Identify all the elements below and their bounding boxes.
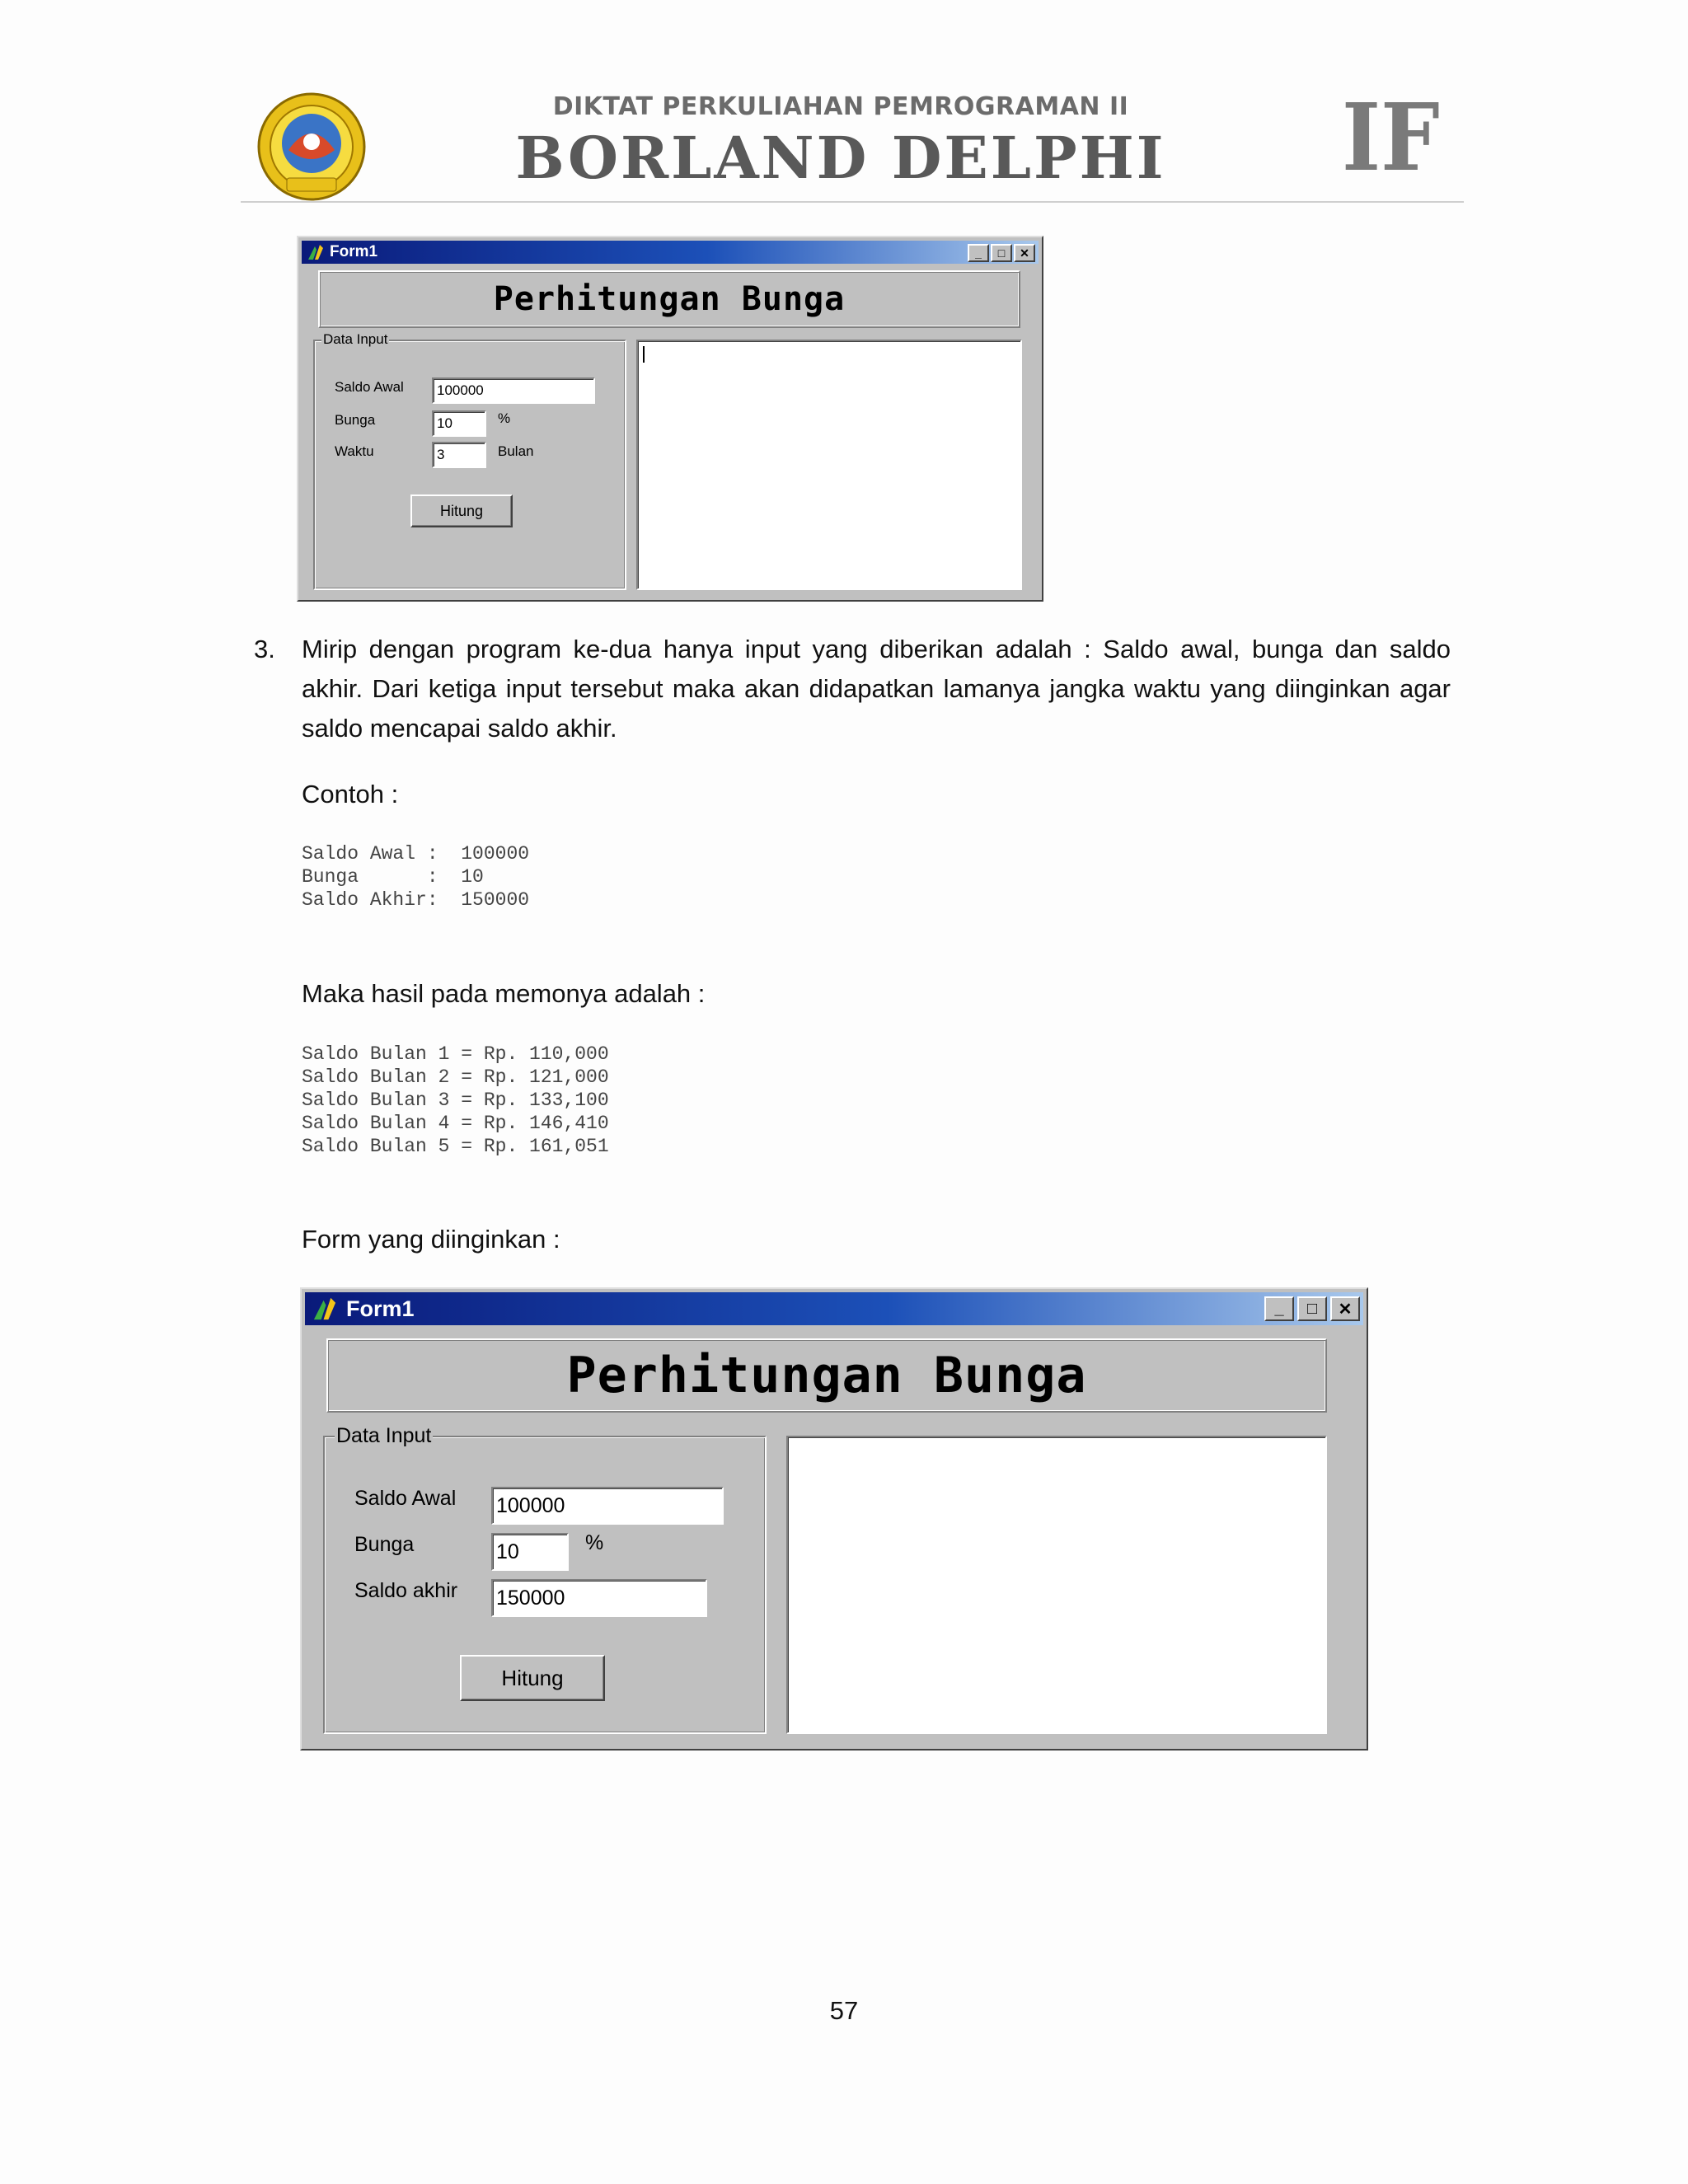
unikom-logo xyxy=(256,92,368,201)
form1-group-caption: Data Input xyxy=(323,331,388,347)
form2-label-saldo-awal: Saldo Awal xyxy=(354,1487,457,1510)
close-button[interactable]: ✕ xyxy=(1330,1296,1360,1321)
form1-bunga-suffix: % xyxy=(498,410,511,426)
form2-bunga-suffix: % xyxy=(585,1531,604,1554)
form1-label-waktu: Waktu xyxy=(335,443,374,459)
form2-titlebar[interactable] xyxy=(305,1292,1363,1325)
form1-saldo-awal-input[interactable]: 100000 xyxy=(432,377,595,404)
form1-bunga-input[interactable]: 10 xyxy=(432,410,486,437)
form2-bunga-input[interactable]: 10 xyxy=(491,1533,569,1571)
form2-title: Form1 xyxy=(346,1296,415,1321)
delphi-app-icon xyxy=(307,243,325,261)
form2-label-bunga: Bunga xyxy=(354,1533,415,1556)
form2-banner-text: Perhitungan Bunga xyxy=(566,1347,1087,1404)
form1-data-input-group xyxy=(313,331,626,590)
form1-banner-text: Perhitungan Bunga xyxy=(493,280,846,318)
form1-memo-caret xyxy=(643,346,645,363)
example-label: Contoh : xyxy=(302,780,399,808)
form1-hitung-button[interactable]: Hitung xyxy=(410,494,513,527)
form1-titlebar[interactable] xyxy=(302,241,1039,264)
form1-window xyxy=(297,236,1043,602)
list-number: 3. xyxy=(254,635,275,663)
item-paragraph: Mirip dengan program ke-dua hanya input yang diberikan adalah : Saldo awal, bunga dan saldo akhir. Dari ketiga input tersebut maka akan didapatkan lamanya jangka waktu yang diinginkan agar saldo mencapai saldo akhir. xyxy=(302,635,1451,743)
close-button[interactable]: ✕ xyxy=(1014,244,1035,262)
delphi-app-icon xyxy=(312,1296,338,1322)
form1-waktu-suffix: Bulan xyxy=(498,443,534,459)
form1-result-memo[interactable] xyxy=(636,340,1022,590)
example-code: Saldo Awal : 100000 Bunga : 10 Saldo Akhir: 150000 xyxy=(302,843,530,911)
form2-saldo-akhir-input[interactable]: 150000 xyxy=(491,1579,707,1617)
result-label: Maka hasil pada memonya adalah : xyxy=(302,979,706,1008)
form1-label-saldo-awal: Saldo Awal xyxy=(335,379,404,395)
minimize-button[interactable]: _ xyxy=(1264,1296,1294,1321)
form-label: Form yang diinginkan : xyxy=(302,1225,560,1254)
header-subtitle: DIKTAT PERKULIAHAN PEMROGRAMAN II xyxy=(552,92,1129,121)
form1-label-bunga: Bunga xyxy=(335,412,376,428)
form2-group-caption: Data Input xyxy=(336,1424,432,1447)
maximize-button[interactable]: □ xyxy=(1297,1296,1327,1321)
form2-data-input-group xyxy=(323,1424,767,1734)
header-badge: IF xyxy=(1342,84,1440,192)
form2-label-saldo-akhir: Saldo akhir xyxy=(354,1579,458,1602)
form2-saldo-awal-input[interactable]: 100000 xyxy=(491,1487,724,1525)
form2-window xyxy=(300,1287,1368,1750)
header-rule xyxy=(241,201,1464,203)
form2-banner-panel xyxy=(326,1338,1327,1413)
minimize-button[interactable]: _ xyxy=(968,244,989,262)
page-number: 57 xyxy=(829,1996,859,2025)
result-code: Saldo Bulan 1 = Rp. 110,000 Saldo Bulan 2 = Rp. 121,000 Saldo Bulan 3 = Rp. 133,100 Saldo Bulan 4 = Rp. 146,410 Saldo Bulan 5 = Rp. 161,051 xyxy=(302,1043,609,1157)
form1-title: Form1 xyxy=(330,243,378,260)
form1-banner-panel xyxy=(318,270,1020,328)
form1-waktu-input[interactable]: 3 xyxy=(432,442,486,468)
maximize-button[interactable]: □ xyxy=(991,244,1012,262)
form2-result-memo[interactable] xyxy=(786,1436,1327,1734)
header-title: BORLAND DELPHI xyxy=(515,124,1166,192)
form2-hitung-button[interactable]: Hitung xyxy=(460,1655,605,1701)
